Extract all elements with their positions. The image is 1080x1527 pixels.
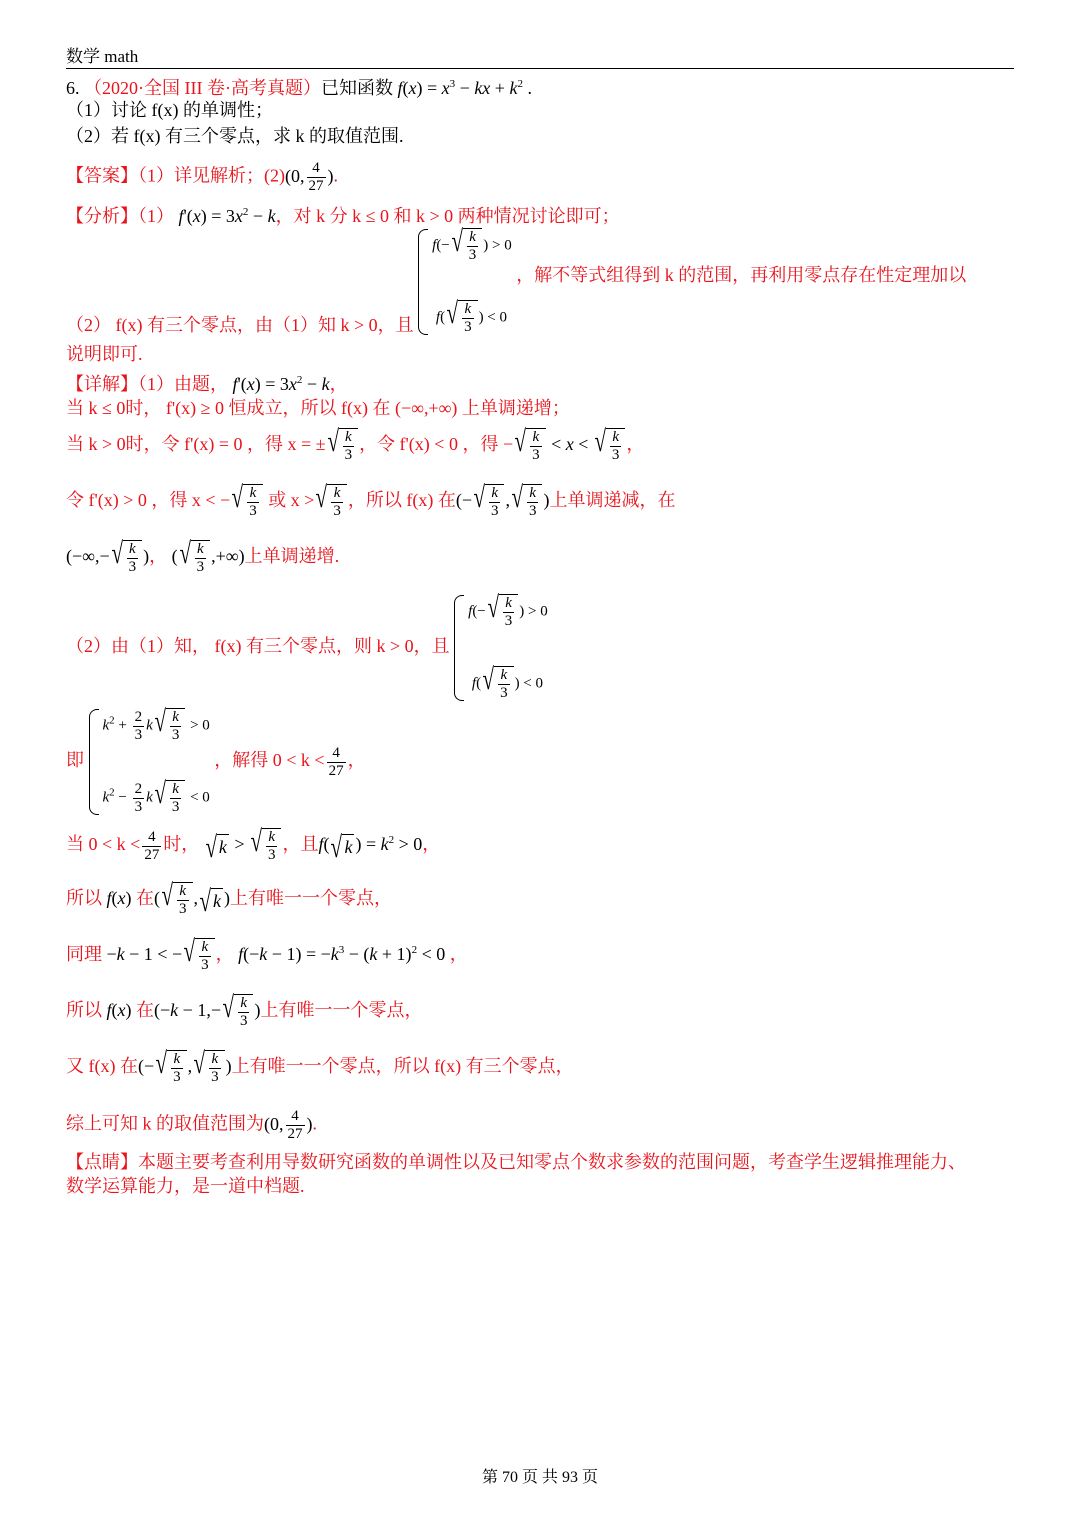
detail-l9: 上有唯一一个零点， [230, 888, 393, 909]
detail-line1: 【详解】（1）由题， $f'(x) = 3x^2 - k$， [66, 374, 348, 394]
problem-part1: （1）讨论 f(x) 的单调性； [66, 100, 273, 120]
detail-l4a: 令 f'(x) > 0 ，得 x < − [66, 490, 231, 511]
header-title: 数学 math [66, 47, 139, 66]
analysis-line3: 说明即可. [66, 344, 143, 364]
detail-line5: (−∞,− √ $\frac{k}{3}$ )， ( √ $\frac{k}{3}$ ,+∞)上单调递增. [66, 540, 339, 576]
detail-line4: 令 f'(x) > 0 ，得 x < − √ $\frac{k}{3}$ 或 x > √ $\frac{k}{3}$ ，所以 f(x) 在(− √ $\frac{k}{3}$ , √ $\frac{k}{3}$ )上单调递减，在 [66, 484, 675, 520]
detail-l8c: ，且 [282, 834, 319, 855]
detail-l4c: ，所以 f(x) 在 [347, 490, 456, 511]
analysis-line2 [66, 228, 966, 336]
detail-line9: 所以 f(x) 在( √ $\frac{k}{3}$ ,√ k )上有唯一一个零点， [66, 882, 392, 918]
detail-line12: 又 f(x) 在(− √ $\frac{k}{3}$ , √ $\frac{k}{3}$ )上有唯一一个零点，所以 f(x) 有三个零点， [66, 1050, 574, 1086]
detail-line6 [66, 594, 548, 702]
detail-line8: 当 0 < k < $\frac{4}{27}$ 时， √ k > √ $\frac{k}{3}$ ，且f(√ k ) = $k^2 > 0$， [66, 828, 440, 864]
analysis-p2b: ，解不等式组得到 k 的范围，再利用零点存在性定理加以 [516, 265, 967, 286]
detail-l10a: 同理 [66, 944, 102, 965]
analysis-p1b: ，对 k 分 k ≤ 0 和 k > 0 两种情况讨论即可； [275, 206, 620, 226]
answer-line: 【答案】（1）详见解析；(2)(0, $\frac{4}{27}$ ). [66, 160, 338, 194]
analysis-line1: 【分析】（1） $f'(x) = 3x^2 - k$，对 k 分 k ≤ 0 和 k > 0 两种情况讨论即可； [66, 206, 620, 226]
problem-stem-text: 已知函数 [320, 78, 393, 98]
detail-l13: 综上可知 k 的取值范围为 [66, 1113, 264, 1134]
inequality-system-3: $k^2$ + $\frac{2}{3}$ k √ $\frac{k}{3}$ > 0 $k^2$ − $\frac{2}{3}$ k √ $\frac{k}{3}$ < 0 [89, 708, 210, 816]
detail-line7: 即 $k^2$ + $\frac{2}{3}$ k √ $\frac{k}{3}$ > 0 $k^2$ − $\frac{2}{3}$ k √ $\frac{k}{3}$ < 0 ，解得 0 < k < $\frac{4}{27}$ ， [66, 708, 366, 816]
detail-l7a: 即 [66, 750, 84, 771]
detail-l4d: 上单调递减，在 [549, 490, 676, 511]
detail-l6: （2）由（1）知， f(x) 有三个零点，则 k > 0，且 [66, 636, 450, 657]
detail-l7b: ，解得 0 < k < [214, 750, 325, 771]
answer-tag: 【答案】 [66, 165, 138, 186]
detail-l5: 上单调递增. [244, 546, 340, 567]
inequality-system-2: f(− √ $\frac{k}{3}$ ) > 0 f( √ $\frac{k}{3}$ ) < 0 [454, 594, 548, 702]
problem-source: （2020·全国 III 卷·高考真题） [84, 78, 321, 98]
page-footer: 第 70 页 共 93 页 [481, 1469, 598, 1486]
detail-line2: 当 k ≤ 0时， f'(x) ≥ 0 恒成立，所以 f(x) 在 (−∞,+∞) 上单调递增； [66, 398, 570, 418]
detail-tag: 【详解】 [66, 374, 138, 394]
detail-l3b: ，令 f'(x) < 0 ，得 − [359, 434, 514, 455]
detail-l12b: 上有唯一一个零点，所以 f(x) 有三个零点， [231, 1056, 574, 1077]
comment-l1: 本题主要考查利用导数研究函数的单调性以及已知零点个数求参数的范围问题，考查学生逻辑推理能力、 [138, 1152, 966, 1172]
answer-text: （1）详见解析；(2) [138, 165, 285, 186]
detail-l11: 上有唯一一个零点， [260, 1000, 423, 1021]
analysis-p2a: （2） f(x) 有三个零点，由（1）知 k > 0，且 [66, 315, 414, 336]
problem-stem: 6. （2020·全国 III 卷·高考真题）已知函数 $f(x) = x^3$ − kx + $k^2$ . [66, 78, 532, 98]
problem-part2: （2）若 f(x) 有三个零点，求 k 的取值范围. [66, 126, 404, 146]
detail-line11: 所以 f(x) 在(−k − 1,− √ $\frac{k}{3}$ )上有唯一一个零点， [66, 994, 422, 1030]
detail-line3: 当 k > 0时，令 f'(x) = 0 ，得 x = ± √ $\frac{k}{3}$ ，令 f'(x) < 0 ，得 − √ $\frac{k}{3}$ < x < √ $\frac{k}{3}$ ， [66, 428, 644, 464]
comment-line2: 数学运算能力，是一道中档题. [66, 1176, 305, 1196]
comment-line1 [66, 1150, 966, 1174]
problem-number: 6. [66, 78, 80, 98]
detail-l8b: 时， [163, 834, 200, 855]
inequality-system-1: f(− √ $\frac{k}{3}$ ) > 0 f( √ $\frac{k}{3}$ ) < 0 [418, 228, 512, 336]
analysis-p1: （1） [138, 206, 174, 226]
detail-l1: （1）由题， [138, 374, 228, 394]
detail-l12a: 又 f(x) 在 [66, 1056, 138, 1077]
detail-l4b: 或 x > [268, 490, 315, 511]
detail-l8a: 当 0 < k < [66, 834, 141, 855]
analysis-tag: 【分析】 [66, 206, 138, 226]
detail-line13: 综上可知 k 的取值范围为(0, $\frac{4}{27}$ ). [66, 1108, 317, 1142]
detail-l3a: 当 k > 0时，令 f'(x) = 0 ，得 x = ± [66, 434, 326, 455]
page-header [66, 42, 1014, 69]
detail-line10: 同理 −k − 1 < − √ $\frac{k}{3}$ ， $f(-k - 1) = -k^3 - (k + 1)^2 < 0$ ， [66, 938, 468, 974]
comment-tag: 【点睛】 [66, 1152, 138, 1172]
